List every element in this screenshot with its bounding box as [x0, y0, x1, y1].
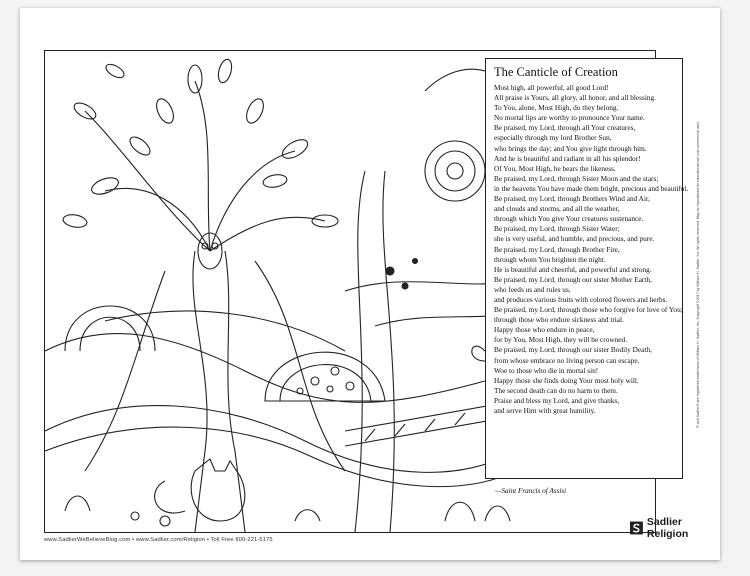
poem-line: through whom You brighten the night.	[494, 254, 606, 264]
poem-line: in the heavens You have made them bright, precious and beautiful.	[494, 183, 689, 193]
poem-line: Be praised, my Lord, through Brothers Wind and Air,	[494, 194, 650, 204]
poem-line: especially through my lord Brother Sun,	[494, 133, 612, 143]
poem-line: Be praised, my Lord, through those who forgive for love of You;	[494, 305, 683, 315]
logo-text: Sadlier Religion	[646, 516, 689, 540]
poem-line: Happy those she finds doing Your most holy will.	[494, 375, 639, 385]
poem-line: The second death can do no harm to them.	[494, 385, 618, 395]
sadlier-religion-logo	[630, 516, 720, 540]
poem-line: Happy those who endure in peace,	[494, 325, 595, 335]
poem-line: for by You, Most High, they will be crowned.	[494, 335, 627, 345]
poem-line: who brings the day; and You give light through him.	[494, 143, 647, 153]
poem-line: Be praised, my Lord, through our sister Mother Earth,	[494, 274, 652, 284]
poem-line: Be praised, my Lord, through Brother Fire,	[494, 244, 620, 254]
poem-line: And he is beautiful and radiant in all his splendor!	[494, 153, 641, 163]
poem-line: who feeds us and rules us,	[494, 284, 571, 294]
poem-line: Be praised, my Lord, through all Your creatures,	[494, 123, 636, 133]
poem-attribution: —Saint Francis of Assisi	[495, 487, 567, 495]
poem-line: Praise and bless my Lord, and give thanks,	[494, 395, 620, 405]
poem-line: No mortal lips are worthy to pronounce Your name.	[494, 113, 645, 123]
poem-line: and serve Him with great humility.	[494, 406, 596, 415]
poem-line: she is very useful, and humble, and precious, and pure.	[494, 234, 655, 244]
poem-line: Most high, all powerful, all good Lord!	[494, 83, 609, 92]
poem-line: and produces various fruits with colored flowers and herbs.	[494, 294, 668, 304]
poem-panel	[485, 58, 689, 495]
poem-line: Be praised, my Lord, through Sister Moon and the stars;	[494, 173, 659, 183]
poem-text	[494, 83, 689, 416]
poem-line: Of You, Most High, he bears the likeness.	[494, 163, 616, 173]
poem-line: through which You give Your creatures sustenance.	[494, 214, 644, 224]
poem-title: The Canticle of Creation	[494, 65, 618, 79]
poem-line: All praise is Yours, all glory, all honor, and all blessing.	[494, 93, 656, 103]
poem-line: To You, alone, Most High, do they belong.	[494, 103, 619, 113]
sadlier-s-icon	[630, 521, 643, 535]
poem-line: Be praised, my Lord, through Sister Water;	[494, 224, 620, 234]
poem-line: and clouds and storms, and all the weather,	[494, 204, 620, 214]
coloring-sheet	[20, 8, 720, 560]
poem-line: Woe to those who die in mortal sin!	[494, 365, 599, 375]
poem-line: from whose embrace no living person can escape.	[494, 355, 640, 365]
poem-line: He is beautiful and cheerful, and powerful and strong.	[494, 264, 652, 274]
poem-line: through those who endure sickness and trial.	[494, 315, 624, 325]
footer-links: www.SadlierWeBelieveBlog.com • www.Sadlier.com/Religion • Toll Free 800-221-5175	[44, 537, 273, 543]
copyright-note: ® and Sadlier® are registered trademarks of William H. Sadlier, Inc. Copyright ©2017 by William H. Sadlier, Inc. All rights reserved. May be reproduced for educational use (not commercial use).	[696, 121, 700, 428]
poem-line: Be praised, my Lord, through our sister Bodily Death,	[494, 345, 652, 355]
